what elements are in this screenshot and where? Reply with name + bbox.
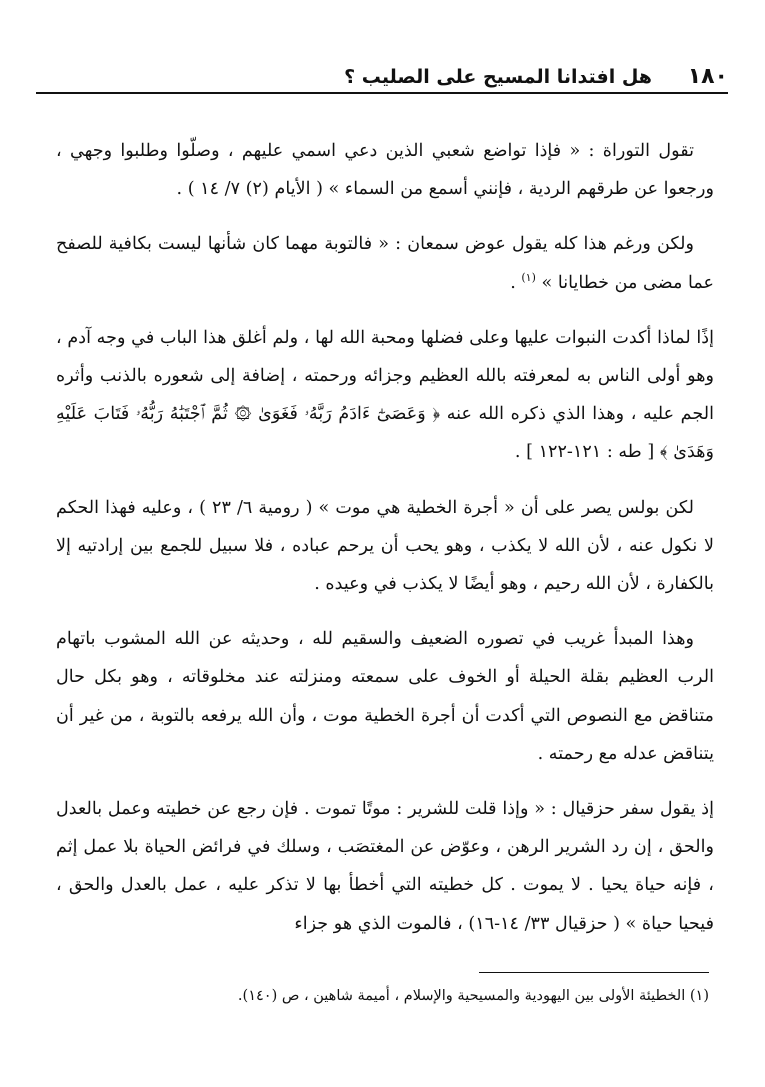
footnote-rule [479, 972, 709, 973]
footnote: (١) الخطيئة الأولى بين اليهودية والمسيحية والإسلام ، أميمة شاهين ، ص (١٤٠). [237, 988, 709, 1004]
paragraph-6: إذ يقول سفر حزقيال : « وإذا قلت للشرير : موتًا تموت . فإن رجع عن خطيته وعمل بالعدل والحق ، إن رد الشرير الرهن ، وعوّض عن المغتصَب ، وسلك في فرائض الحياة بلا عمل إثم ، فإنه حياة يحيا . لا يموت . كل خطيته التي أخطأ بها لا تذكر عليه ، عمل بالعدل والحق ، فيحيا حياة » ( حزقيال ٣٣/ ١٤-١٦) ، فالموت الذي هو جزاء [56, 799, 714, 934]
running-title: هل افتدانا المسيح على الصليب ؟ [344, 66, 652, 88]
page-number: ١٨٠ [687, 64, 728, 89]
header-rule [36, 92, 728, 94]
paragraph-2-end: . [510, 272, 522, 293]
paragraph-2 [56, 225, 714, 301]
paragraph-5: وهذا المبدأ غريب في تصوره الضعيف والسقيم لله ، وحديثه عن الله المشوب باتهام الرب العظيم بقلة الحيلة أو الخوف على سمعته ومنزلته عند مخلوقاته ، وهو بكل حال متناقض مع النصوص التي أكدت أن أجرة الخطية موت ، وأن الله يرفعه بالتوبة ، من غير أن يتناقض عدله مع رحمته . [56, 629, 714, 764]
paragraph-1: تقول التوراة : « فإذا تواضع شعبي الذين دعي اسمي عليهم ، وصلّوا وطلبوا وجهي ، ورجعوا عن طرقهم الردية ، فإنني أسمع من السماء » ( الأيام (٢) ٧/ ١٤ ) . [56, 141, 714, 200]
paragraph-2-text: ولكن ورغم هذا كله يقول عوض سمعان : « فالتوبة مهما كان شأنها ليست بكافية للصفح عما مضى من خطايانا » [56, 234, 714, 293]
main-text [56, 132, 714, 960]
running-header [36, 64, 728, 94]
paragraph-4: لكن بولس يصر على أن « أجرة الخطية هي موت » ( رومية ٦/ ٢٣ ) ، وعليه فهذا الحكم لا نكول عنه ، لأن الله لا يكذب ، وهو يحب أن يرحم عباده ، فلا سبيل للجمع بين إرادتيه إلا بالكفارة ، لأن الله رحيم ، وهو أيضًا لا يكذب في وعيده . [56, 497, 714, 595]
paragraph-3: إذًا لماذا أكدت النبوات عليها وعلى فضلها ومحبة الله لها ، ولم أغلق هذا الباب في وجه آدم ، وهو أولى الناس به لمعرفته بالله العظيم وجزائه ورحمته ، إضافة إلى شعوره بالذنب وأثره الجم عليه ، وهذا الذي ذكره الله عنه ﴿ وَعَصَىٰٓ ءَادَمُ رَبَّهُۥ فَغَوَىٰ ۞ ثُمَّ ٱجْتَبَٰهُ رَبُّهُۥ فَتَابَ عَلَيْهِ وَهَدَىٰ ﴾ [ طه : ١٢١-١٢٢ ] . [56, 327, 714, 463]
footnote-reference: (١) [521, 270, 536, 284]
